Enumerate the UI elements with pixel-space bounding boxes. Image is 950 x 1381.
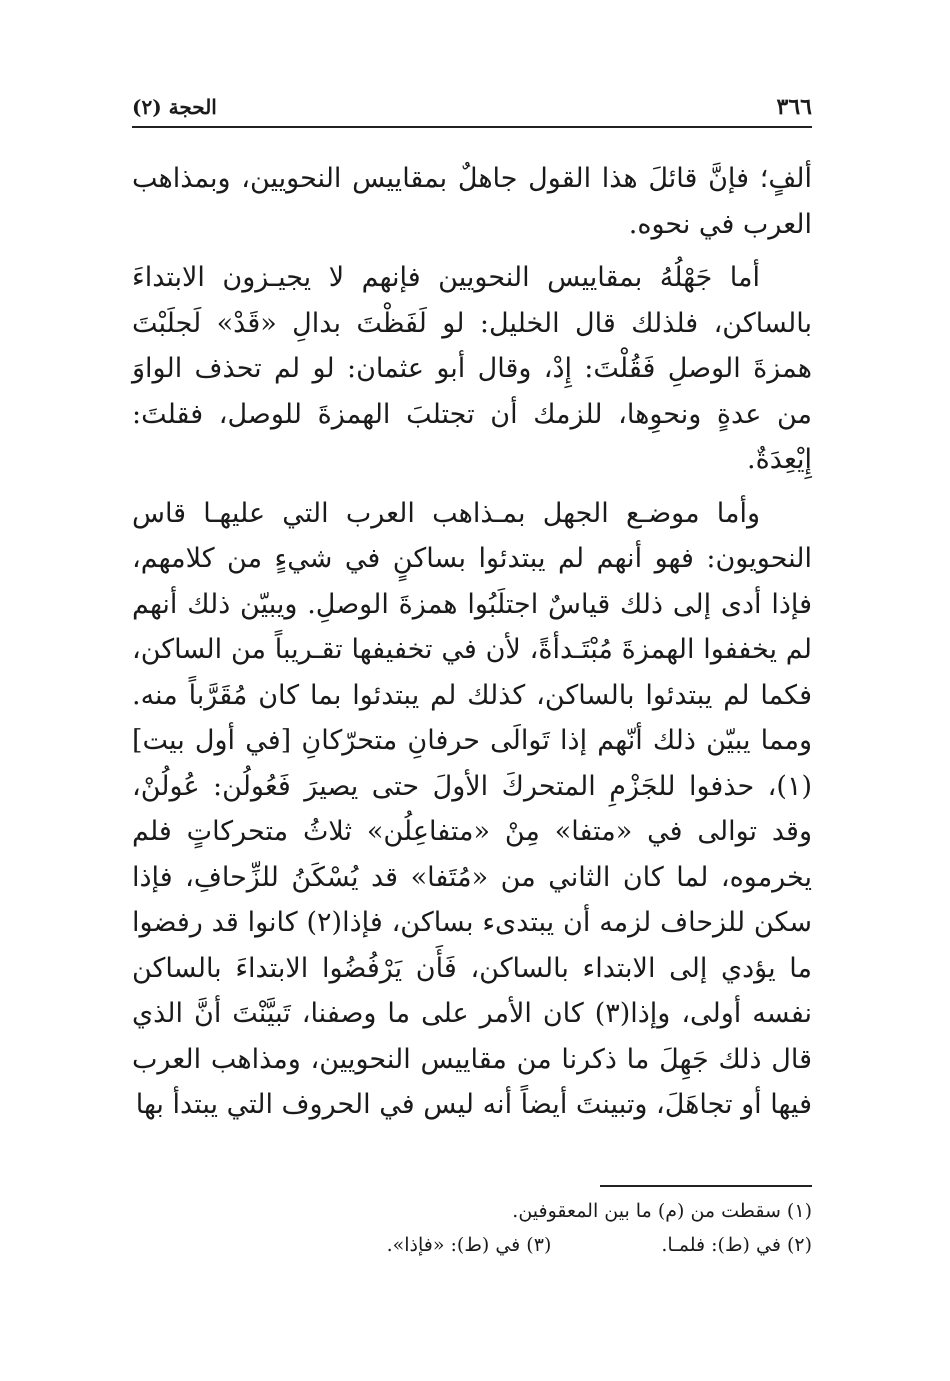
page-number: ٣٦٦ — [776, 94, 812, 120]
footnote-1: (١) سقطت من (م) ما بين المعقوفين. — [512, 1200, 812, 1222]
paragraph-1: ألفٍ؛ فإنَّ قائلَ هذا القول جاهلٌ بمقاييس النحويين، وبمذاهب العرب في نحوه. — [132, 163, 812, 240]
footnote-line-2 — [132, 1228, 812, 1262]
running-title: الحجة (٢) — [132, 95, 217, 119]
footnotes — [132, 1194, 812, 1262]
footnote-3: (٣) في (ط): «فإذا». — [386, 1234, 552, 1256]
main-text — [132, 156, 812, 1136]
paragraph-3: وأما موضـع الجهل بمـذاهب العرب التي عليهـا قاس النحويون: فهو أنهم لم يبتدئوا بساكنٍ في شيءٍ من كلامهم، فإذا أدى إلى ذلك قياسٌ اجتلَبُوا همزةَ الوصلِ. ويبيّن ذلك أنهم لم يخففوا الهمزةَ مُبْتَـدأةً، لأن في تخفيفها تقـريباً من الساكن، فكما لم يبتدئوا بالساكن، كذلك لم يبتدئوا بما كان مُقَرَّباً منه. ومما يبيّن ذلك أنّهم إذا تَوالَى حرفانِ متحرّكانِ [في أول بيت](١)، حذفوا للجَزْمِ المتحركَ الأولَ حتى يصيرَ فَعُولُن: عُولُنْ، وقد توالى في «متفا» مِنْ «متفاعِلُن» ثلاثُ متحركاتٍ فلم يخرموه، لما كان الثاني من «مُتَفا» قد يُسْكَنُ للزِّحافِ، فإذا سكن للزحاف لزمه أن يبتدىء بساكن، فإذا(٢) كانوا قد رفضوا ما يؤدي إلى الابتداء بالساكن، فَأَن يَرْفُضُوا الابتداءَ بالساكن نفسه أولى، وإذا(٣) كان الأمر على ما وصفنا، تَبيَّنْتَ أنَّ الذي قال ذلك جَهِلَ ما ذكرنا من مقاييس النحويين، ومذاهب العرب فيها أو تجاهَلَ، وتبينتَ أيضاً أنه ليس في الحروف التي يبتدأ بها — [132, 497, 813, 1120]
footnote-divider — [600, 1185, 812, 1187]
footnote-line-1 — [132, 1194, 812, 1228]
paragraph-2: أما جَهْلُهُ بمقاييس النحويين فإنهم لا يجيـزون الابتداءَ بالساكن، فلذلك قال الخليل: لو لَفَظْتَ بدالِ «قَدْ» لَجلَبْتَ همزةَ الوصلِ فَقُلْتَ: إِدْ، وقال أبو عثمان: لو لم تحذف الواوَ من عدةٍ ونحوِها، للزمك أن تجتلبَ الهمزةَ للوصل، فقلتَ: إِيْعِدَةٌ. — [132, 262, 812, 475]
footnote-2: (٢) في (ط): فلمـا. — [661, 1234, 812, 1256]
page-header — [132, 92, 812, 128]
